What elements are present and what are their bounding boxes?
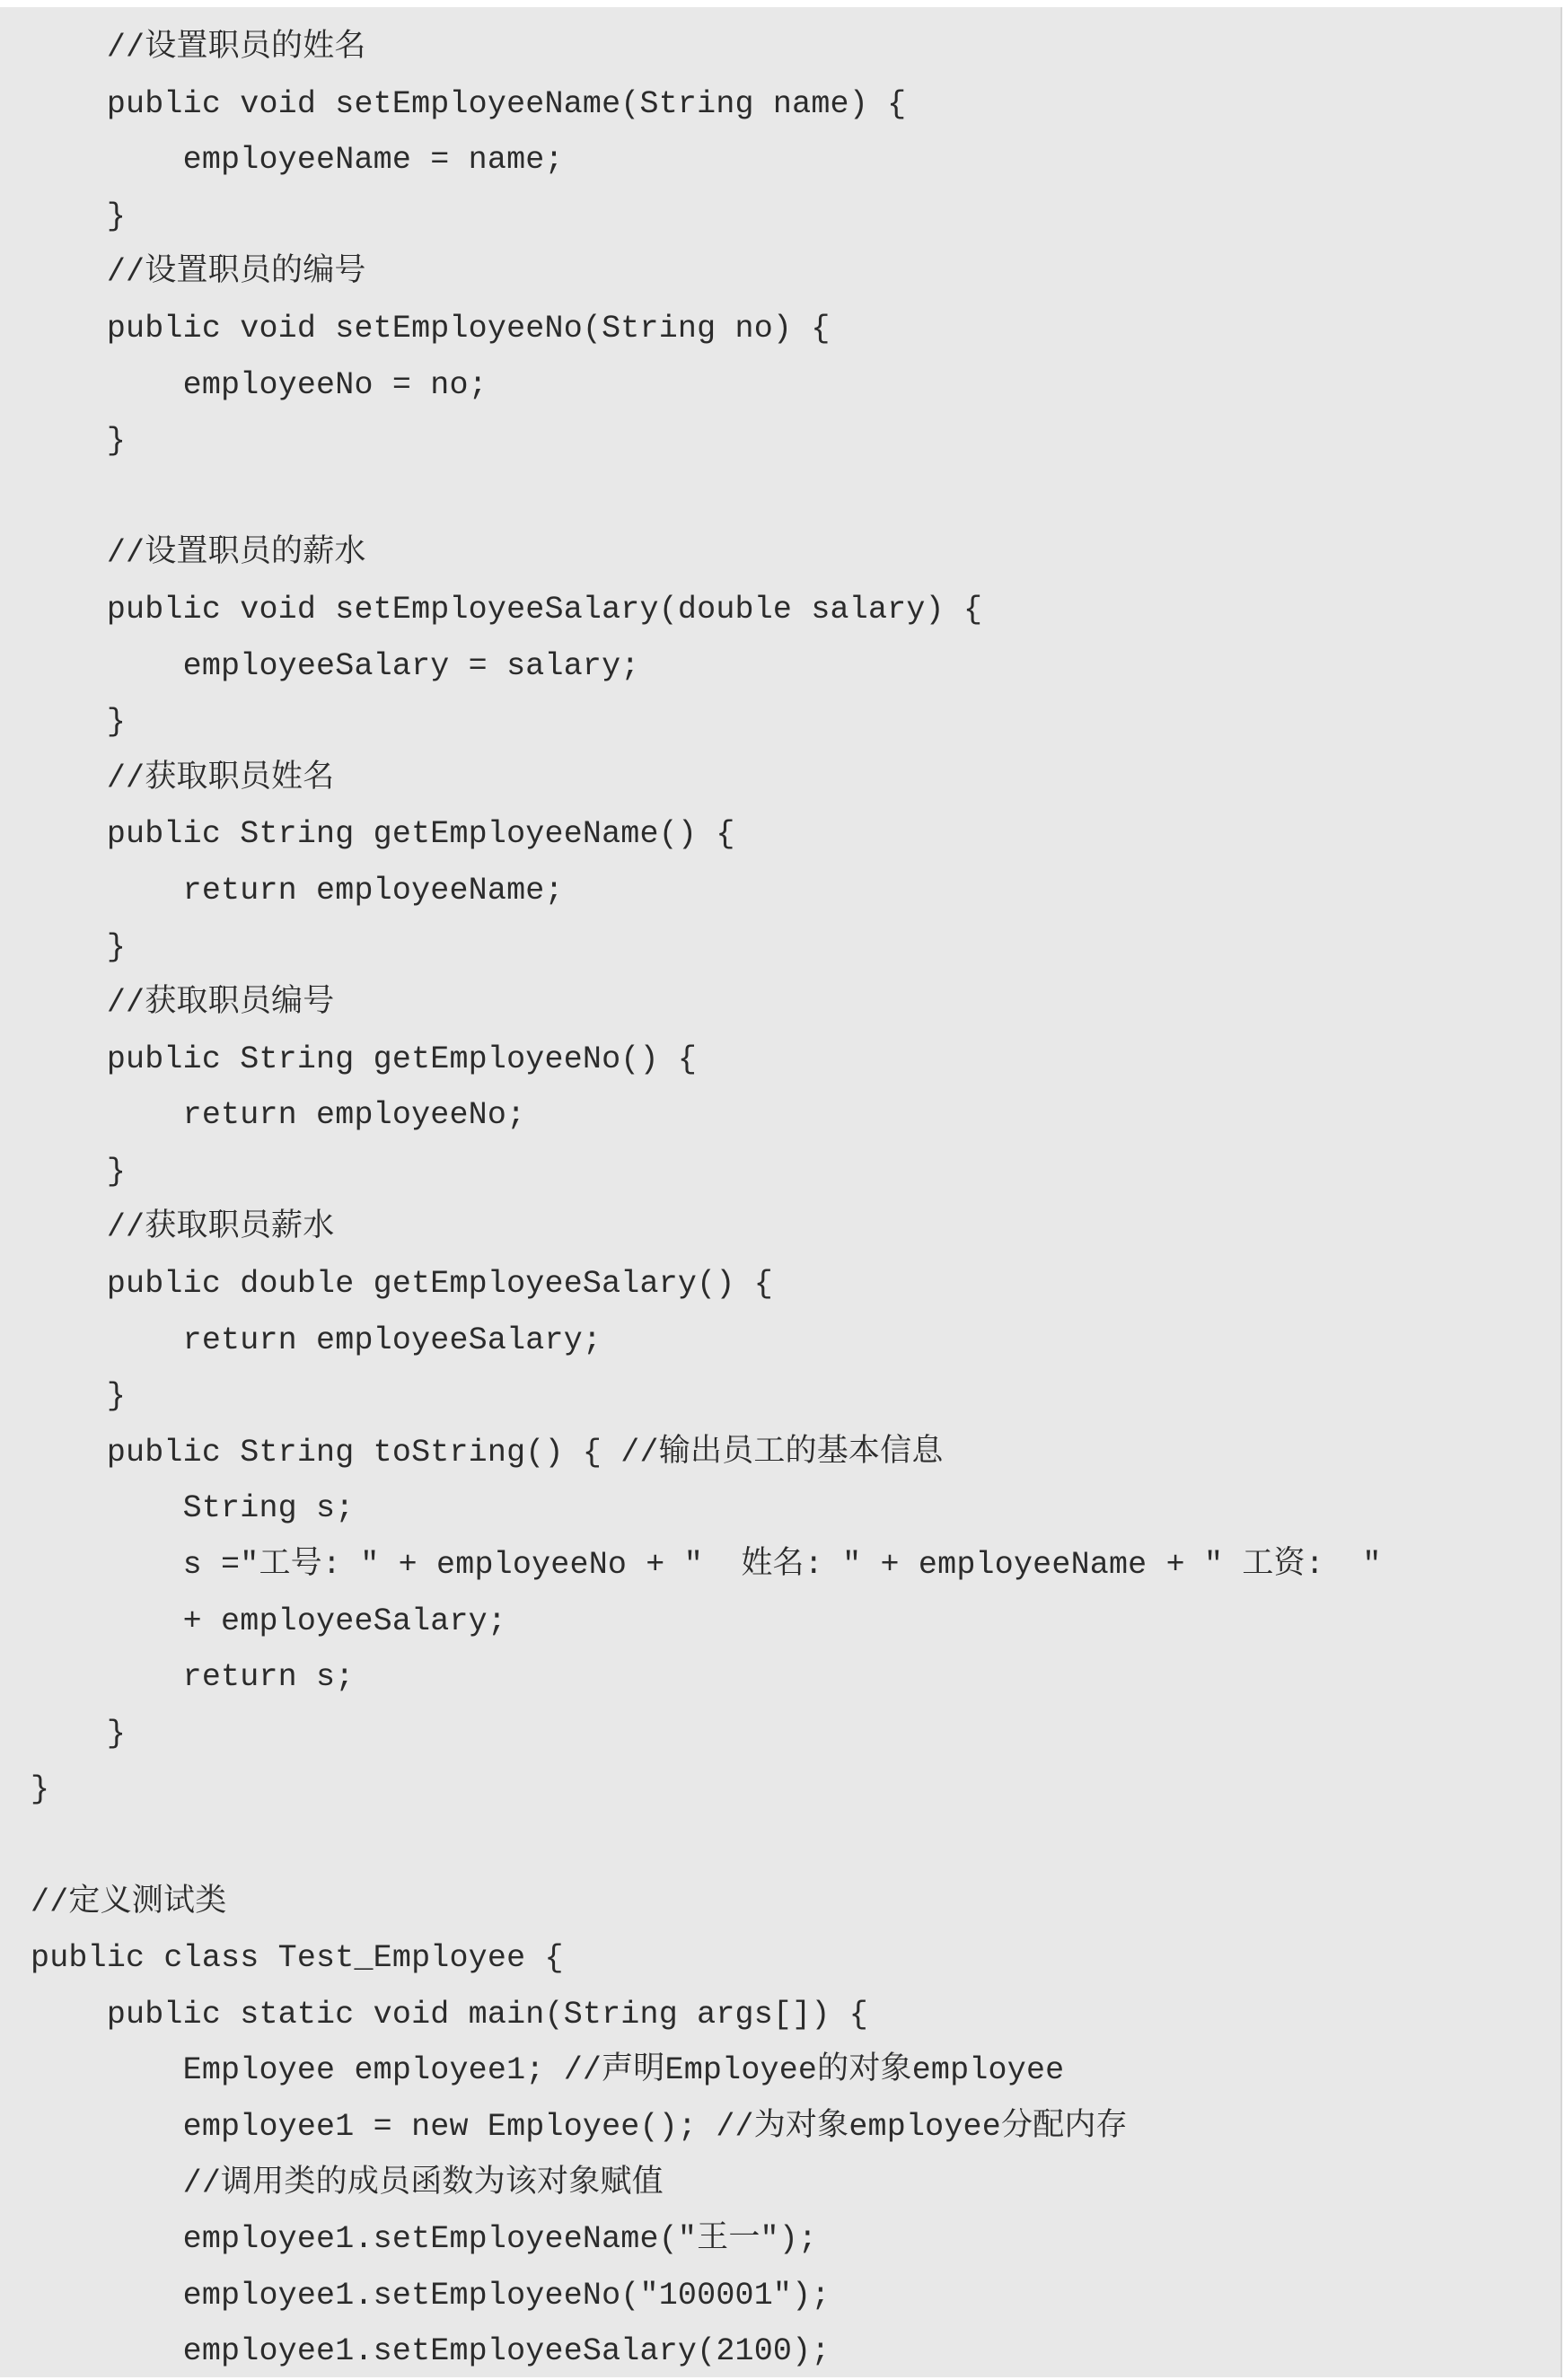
code-line: return employeeSalary; — [31, 1322, 602, 1358]
code-line: } — [31, 1715, 127, 1752]
code-line: } — [31, 928, 127, 965]
code-line: Employee employee1; //声明Employee的对象employee — [31, 2052, 1065, 2089]
code-line: String s; — [31, 1490, 355, 1527]
code-line: return s; — [31, 1659, 355, 1696]
code-line: public double getEmployeeSalary() { — [31, 1266, 773, 1303]
code-line: public String getEmployeeNo() { — [31, 1041, 698, 1077]
code-line: employeeNo = no; — [31, 366, 488, 403]
code-line: } — [31, 1378, 127, 1415]
code-line: public class Test_Employee { — [31, 1940, 564, 1977]
code-line: public void setEmployeeNo(String no) { — [31, 310, 831, 347]
code-line: return employeeName; — [31, 872, 564, 909]
code-line: public void setEmployeeName(String name) { — [31, 85, 907, 122]
code-line: } — [31, 198, 127, 234]
code-line: employee1.setEmployeeName("王一"); — [31, 2221, 818, 2258]
code-line: + employeeSalary; — [31, 1603, 507, 1639]
code-line: //设置职员的姓名 — [31, 30, 366, 66]
code-line: public void setEmployeeSalary(double salary) { — [31, 591, 983, 628]
code-line: employee1.setEmployeeNo("100001"); — [31, 2277, 831, 2314]
code-line: employee1.setEmployeeSalary(2100); — [31, 2333, 831, 2370]
code-line: return employeeNo; — [31, 1097, 526, 1134]
code-line: //获取职员姓名 — [31, 760, 335, 796]
code-line: //定义测试类 — [31, 1884, 227, 1920]
code-line: public String getEmployeeName() { — [31, 816, 735, 853]
code-line: //获取职员编号 — [31, 985, 335, 1022]
code-listing-panel — [0, 7, 1562, 2377]
code-line: } — [31, 1153, 127, 1190]
code-line: //设置职员的薪水 — [31, 535, 366, 572]
code-line: public String toString() { //输出员工的基本信息 — [31, 1434, 944, 1471]
code-line: public static void main(String args[]) { — [31, 1996, 868, 2033]
code-line-blank — [31, 470, 1382, 526]
code-line: employee1 = new Employee(); //为对象employee分配内存 — [31, 2108, 1128, 2145]
code-line: employeeName = name; — [31, 142, 564, 179]
code-lines — [31, 20, 1382, 2380]
code-line: } — [31, 423, 127, 460]
code-line: //设置职员的编号 — [31, 254, 366, 291]
code-line: employeeSalary = salary; — [31, 647, 640, 684]
code-line: s ="工号: " + employeeNo + " 姓名: " + employeeName + " 工资: " — [31, 1547, 1382, 1584]
code-line-blank — [31, 1818, 1382, 1875]
code-line: //调用类的成员函数为该对象赋值 — [31, 2165, 664, 2201]
code-line: } — [31, 704, 127, 741]
code-line: } — [31, 1771, 50, 1808]
code-line: //获取职员薪水 — [31, 1209, 335, 1246]
